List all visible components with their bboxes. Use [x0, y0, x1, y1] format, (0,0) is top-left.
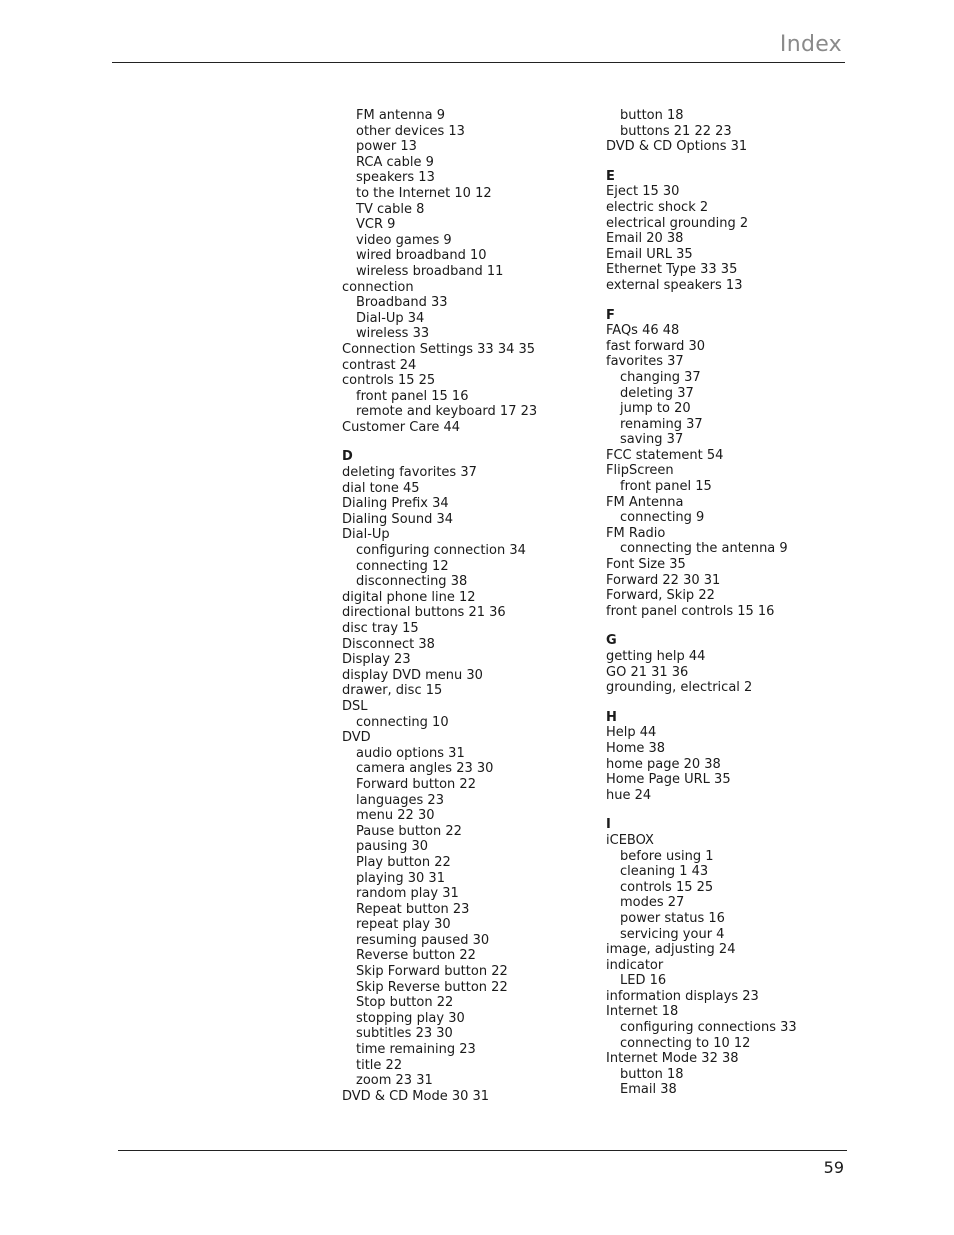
index-entry: FlipScreen — [606, 463, 674, 479]
index-entry: DVD & CD Mode 30 31 — [342, 1088, 490, 1104]
index-entry: external speakers 13 — [606, 277, 743, 293]
index-subentry: disconnecting 38 — [356, 574, 468, 590]
index-subentry: random play 31 — [356, 886, 459, 902]
index-subentry: VCR 9 — [356, 217, 396, 233]
index-entry: digital phone line 12 — [342, 589, 476, 605]
index-subentry: Broadband 33 — [356, 295, 448, 311]
index-subentry: controls 15 25 — [620, 879, 714, 895]
index-subentry: button 18 — [620, 1066, 684, 1082]
index-entry: Ethernet Type 33 35 — [606, 262, 738, 278]
index-entry: DVD & CD Options 31 — [606, 139, 748, 155]
index-subentry: other devices 13 — [356, 123, 465, 139]
index-subentry: languages 23 — [356, 792, 444, 808]
index-entry: home page 20 38 — [606, 756, 721, 772]
index-subentry: power status 16 — [620, 910, 725, 926]
index-entry: electrical grounding 2 — [606, 215, 749, 231]
index-entry: getting help 44 — [606, 649, 706, 664]
index-entry: directional buttons 21 36 — [342, 605, 506, 621]
index-subentry: Dial-Up 34 — [356, 310, 425, 326]
index-entry: connection — [342, 279, 414, 295]
index-entry: favorites 37 — [606, 354, 684, 370]
index-subentry: Repeat button 23 — [356, 901, 470, 917]
index-subentry: LED 16 — [620, 973, 667, 989]
index-subentry: menu 22 30 — [356, 808, 435, 824]
index-subentry: repeat play 30 — [356, 917, 451, 933]
index-subentry: Skip Reverse button 22 — [356, 979, 508, 995]
index-subentry: TV cable 8 — [356, 201, 425, 217]
index-column-left — [342, 108, 592, 1104]
index-subentry: title 22 — [356, 1057, 403, 1073]
index-entry: front panel controls 15 16 — [606, 603, 775, 619]
index-subentry: subtitles 23 30 — [356, 1026, 453, 1042]
index-entry: Display 23 — [342, 652, 411, 668]
index-subentry: connecting 9 — [620, 510, 705, 526]
page-number: 59 — [823, 1158, 844, 1177]
index-subentry: modes 27 — [620, 895, 685, 911]
index-entry: FCC statement 54 — [606, 447, 724, 463]
index-letter-heading: H — [606, 709, 617, 725]
index-subentry: jump to 20 — [620, 401, 691, 417]
index-entry: Connection Settings 33 34 35 — [342, 341, 536, 357]
index-subentry: FM antenna 9 — [356, 108, 445, 123]
index-subentry: time remaining 23 — [356, 1042, 476, 1058]
index-subentry: configuring connections 33 — [620, 1020, 797, 1036]
index-letter-heading: G — [606, 633, 617, 649]
index-entry: GO 21 31 36 — [606, 664, 689, 680]
index-subentry: stopping play 30 — [356, 1010, 465, 1026]
index-entry: Forward 22 30 31 — [606, 572, 721, 588]
index-subentry: wireless 33 — [356, 326, 430, 342]
index-letter-heading: D — [342, 449, 353, 465]
index-entry: information displays 23 — [606, 988, 759, 1004]
index-subentry: Stop button 22 — [356, 995, 454, 1011]
index-entry: Email 20 38 — [606, 231, 684, 247]
index-column-right — [606, 108, 846, 1098]
index-entry: FAQs 46 48 — [606, 323, 680, 339]
page-title: Index — [779, 32, 842, 57]
index-entry: hue 24 — [606, 787, 652, 803]
index-subentry: video games 9 — [356, 232, 452, 248]
index-subentry: Forward button 22 — [356, 776, 476, 792]
index-subentry: to the Internet 10 12 — [356, 185, 492, 201]
index-letter-heading: I — [606, 817, 611, 833]
index-subentry: remote and keyboard 17 23 — [356, 404, 538, 420]
index-entry: Home 38 — [606, 740, 666, 756]
index-entry: grounding, electrical 2 — [606, 680, 753, 696]
index-subentry: cleaning 1 43 — [620, 864, 709, 880]
index-subentry: saving 37 — [620, 432, 684, 448]
index-subentry: Reverse button 22 — [356, 948, 476, 964]
index-subentry: buttons 21 22 23 — [620, 123, 732, 139]
index-subentry: camera angles 23 30 — [356, 761, 494, 777]
index-entry: Email URL 35 — [606, 246, 693, 262]
index-entry: indicator — [606, 957, 664, 973]
index-entry: Eject 15 30 — [606, 184, 680, 200]
index-entry: contrast 24 — [342, 357, 417, 373]
index-subentry: deleting 37 — [620, 385, 694, 401]
index-subentry: Email 38 — [620, 1082, 677, 1098]
index-subentry: front panel 15 — [620, 479, 712, 495]
index-subentry: Pause button 22 — [356, 823, 462, 839]
index-subentry: renaming 37 — [620, 416, 703, 432]
index-subentry: connecting 12 — [356, 558, 449, 574]
footer-rule — [118, 1150, 847, 1151]
index-entry: deleting favorites 37 — [342, 465, 477, 481]
index-entry: Help 44 — [606, 725, 657, 741]
index-entry: Dialing Prefix 34 — [342, 496, 449, 512]
index-entry: Internet 18 — [606, 1004, 679, 1020]
index-subentry: power 13 — [356, 139, 417, 155]
index-subentry: connecting 10 — [356, 714, 449, 730]
index-entry: Customer Care 44 — [342, 419, 461, 435]
index-entry: FM Antenna — [606, 494, 684, 510]
index-entry: fast forward 30 — [606, 338, 706, 354]
index-letter-heading: F — [606, 307, 615, 323]
index-subentry: pausing 30 — [356, 839, 429, 855]
index-subentry: wireless broadband 11 — [356, 263, 504, 279]
index-subentry: Play button 22 — [356, 854, 451, 870]
index-subentry: wired broadband 10 — [356, 248, 487, 264]
index-subentry: front panel 15 16 — [356, 388, 469, 404]
index-entry: drawer, disc 15 — [342, 683, 443, 699]
index-entry: DVD — [342, 730, 371, 746]
index-entry: Dialing Sound 34 — [342, 511, 454, 527]
index-subentry: button 18 — [620, 108, 684, 123]
index-subentry: resuming paused 30 — [356, 932, 490, 948]
index-entry: Dial-Up — [342, 527, 390, 543]
index-entry: controls 15 25 — [342, 373, 436, 389]
index-entry: iCEBOX — [606, 832, 654, 848]
index-entry: disc tray 15 — [342, 621, 419, 636]
index-entry: electric shock 2 — [606, 199, 709, 215]
index-subentry: servicing your 4 — [620, 926, 725, 942]
index-entry: Forward, Skip 22 — [606, 588, 715, 604]
header-rule — [112, 62, 845, 63]
index-subentry: RCA cable 9 — [356, 154, 434, 170]
index-subentry: Skip Forward button 22 — [356, 964, 508, 980]
index-subentry: connecting to 10 12 — [620, 1035, 751, 1051]
index-entry: dial tone 45 — [342, 480, 420, 496]
index-entry: Disconnect 38 — [342, 636, 435, 652]
index-subentry: audio options 31 — [356, 745, 465, 761]
index-subentry: playing 30 31 — [356, 870, 445, 886]
index-entry: Home Page URL 35 — [606, 772, 731, 788]
index-subentry: zoom 23 31 — [356, 1073, 433, 1089]
index-letter-heading: E — [606, 168, 615, 184]
index-entry: display DVD menu 30 — [342, 667, 483, 683]
index-subentry: before using 1 — [620, 848, 714, 864]
index-subentry: configuring connection 34 — [356, 543, 526, 559]
index-entry: Internet Mode 32 38 — [606, 1051, 739, 1067]
index-entry: FM Radio — [606, 525, 666, 541]
index-subentry: connecting the antenna 9 — [620, 541, 788, 557]
index-subentry: changing 37 — [620, 369, 701, 385]
index-entry: Font Size 35 — [606, 557, 686, 573]
index-entry: DSL — [342, 698, 368, 714]
index-subentry: speakers 13 — [356, 170, 435, 186]
index-entry: image, adjusting 24 — [606, 942, 736, 958]
